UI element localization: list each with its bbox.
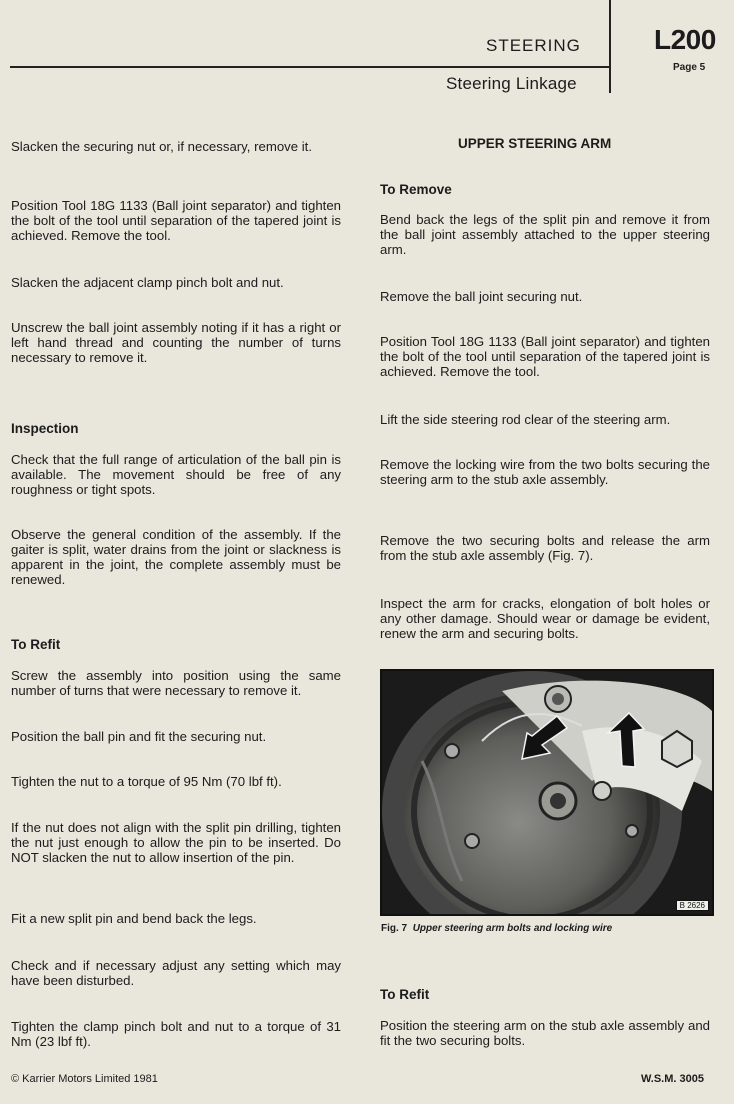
heading-inspection: Inspection bbox=[11, 421, 79, 436]
paragraph: Position Tool 18G 1133 (Ball joint separator) and tighten the bolt of the tool until separation of the tapered joint is achieved. Remove the tool. bbox=[380, 334, 710, 379]
header-divider bbox=[609, 0, 611, 93]
heading-upper-steering-arm: UPPER STEERING ARM bbox=[458, 136, 612, 151]
paragraph: Lift the side steering rod clear of the steering arm. bbox=[380, 412, 671, 427]
section-title: STEERING bbox=[486, 36, 581, 55]
paragraph: Inspect the arm for cracks, elongation of bolt holes or any other damage. Should wear or damage be evident, renew the arm and securing bolts. bbox=[380, 596, 710, 641]
paragraph: Observe the general condition of the assembly. If the gaiter is split, water drains from the joint or slackness is apparent in the joint, the complete assembly must be renewed. bbox=[11, 527, 341, 587]
paragraph: Tighten the nut to a torque of 95 Nm (70 lbf ft). bbox=[11, 774, 282, 789]
steering-arm-illustration bbox=[382, 671, 712, 914]
figure-caption bbox=[381, 923, 612, 934]
figure-caption-label: Fig. 7 bbox=[381, 923, 408, 934]
paragraph: Fit a new split pin and bend back the legs. bbox=[11, 911, 257, 926]
paragraph: Slacken the adjacent clamp pinch bolt and nut. bbox=[11, 275, 284, 290]
paragraph: Check and if necessary adjust any setting which may have been disturbed. bbox=[11, 958, 341, 988]
paragraph: Position the ball pin and fit the securing nut. bbox=[11, 729, 267, 744]
paragraph: Check that the full range of articulation of the ball pin is available. The movement should be free of any roughness or tight spots. bbox=[11, 452, 341, 497]
heading-to-remove: To Remove bbox=[380, 182, 452, 197]
copyright-notice: © Karrier Motors Limited 1981 bbox=[11, 1073, 158, 1085]
paragraph: Remove the locking wire from the two bolts securing the steering arm to the stub axle assembly. bbox=[380, 457, 710, 487]
header-rule bbox=[10, 66, 610, 68]
paragraph: Position Tool 18G 1133 (Ball joint separator) and tighten the bolt of the tool until separation of the tapered joint is achieved. Remove the tool. bbox=[11, 198, 341, 243]
paragraph: Remove the ball joint securing nut. bbox=[380, 289, 583, 304]
figure-caption-text: Upper steering arm bolts and locking wire bbox=[412, 923, 613, 934]
paragraph: Tighten the clamp pinch bolt and nut to a torque of 31 Nm (23 lbf ft). bbox=[11, 1019, 341, 1049]
subsection-title: Steering Linkage bbox=[446, 74, 577, 93]
paragraph: Screw the assembly into position using the same number of turns that were necessary to remove it. bbox=[11, 668, 341, 698]
heading-to-refit: To Refit bbox=[380, 987, 430, 1002]
figure-steering-arm-photo bbox=[380, 669, 714, 916]
page-number: Page 5 bbox=[673, 62, 706, 73]
manual-reference: W.S.M. 3005 bbox=[641, 1073, 704, 1085]
paragraph: If the nut does not align with the split pin drilling, tighten the nut just enough to allow the pin to be inserted. Do NOT slacken the nut to allow insertion of the pin. bbox=[11, 820, 341, 865]
model-code: L200 bbox=[654, 24, 716, 55]
paragraph: Bend back the legs of the split pin and remove it from the ball joint assembly attached to the upper steering arm. bbox=[380, 212, 710, 257]
heading-to-refit: To Refit bbox=[11, 637, 61, 652]
paragraph: Position the steering arm on the stub axle assembly and fit the two securing bolts. bbox=[380, 1018, 710, 1048]
paragraph: Unscrew the ball joint assembly noting if it has a right or left hand thread and counting the number of turns necessary to remove it. bbox=[11, 320, 341, 365]
figure-reference-tag: B 2626 bbox=[676, 900, 709, 911]
paragraph: Remove the two securing bolts and release the arm from the stub axle assembly (Fig. 7). bbox=[380, 533, 710, 563]
paragraph: Slacken the securing nut or, if necessary, remove it. bbox=[11, 139, 313, 154]
